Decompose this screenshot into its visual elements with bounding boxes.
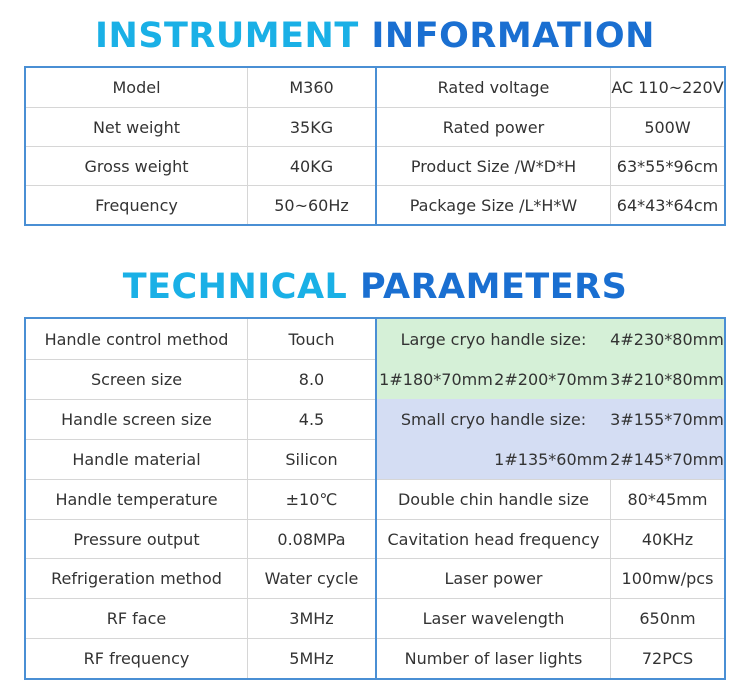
product-size-value: 63*55*96cm	[616, 156, 719, 176]
rated-power-label: Rated power	[442, 117, 545, 137]
handle-temperature-value: ±10℃	[285, 490, 338, 509]
model-label: Model	[112, 78, 161, 97]
large-cryo-size-1: 1#180*70mm	[379, 369, 493, 389]
number-of-laser-lights-value: 72PCS	[641, 649, 694, 668]
large-cryo-size-2: 2#200*70mm	[494, 369, 608, 389]
net-weight-label: Net weight	[92, 117, 181, 137]
pressure-output-label: Pressure output	[73, 529, 200, 549]
rated-power-value: 500W	[644, 117, 691, 137]
frequency-value: 50~60Hz	[274, 195, 349, 215]
product-size-label: Product Size /W*D*H	[410, 156, 577, 176]
small-cryo-size-2: 2#145*70mm	[610, 449, 724, 469]
screen-size-label: Screen size	[90, 370, 183, 389]
handle-screen-size-value: 4.5	[298, 410, 325, 429]
laser-power-value: 100mw/pcs	[621, 569, 714, 588]
small-cryo-label: Small cryo handle size:	[400, 409, 587, 429]
refrigeration-method-label: Refrigeration method	[51, 569, 222, 588]
title-word-technical: TECHNICAL	[122, 267, 348, 307]
rf-face-label: RF face	[106, 609, 167, 628]
gross-weight-value: 40KG	[289, 156, 334, 176]
laser-wavelength-label: Laser wavelength	[422, 609, 565, 628]
large-cryo-size-4: 4#230*80mm	[610, 329, 724, 349]
double-chin-handle-size-value: 80*45mm	[627, 490, 708, 509]
technical-parameters-table	[24, 317, 726, 680]
laser-power-label: Laser power	[444, 569, 543, 588]
cavitation-head-frequency-label: Cavitation head frequency	[387, 529, 600, 549]
rf-frequency-label: RF frequency	[83, 649, 190, 668]
handle-material-value: Silicon	[285, 450, 338, 469]
refrigeration-method-value: Water cycle	[264, 569, 359, 588]
rf-face-value: 3MHz	[289, 609, 334, 628]
handle-screen-size-label: Handle screen size	[61, 410, 212, 429]
title-word-information: INFORMATION	[371, 16, 655, 56]
double-chin-handle-size-label: Double chin handle size	[397, 490, 590, 509]
large-cryo-label: Large cryo handle size:	[400, 329, 587, 349]
large-cryo-size-3: 3#210*80mm	[610, 369, 724, 389]
small-cryo-size-3: 3#155*70mm	[610, 409, 724, 429]
handle-material-label: Handle material	[72, 450, 201, 469]
rated-voltage-label: Rated voltage	[437, 78, 550, 97]
handle-control-method-label: Handle control method	[44, 329, 229, 349]
gross-weight-label: Gross weight	[84, 156, 189, 176]
technical-parameters-title	[0, 267, 750, 307]
rated-voltage-value: AC 110~220V	[611, 78, 724, 97]
pressure-output-value: 0.08MPa	[277, 529, 346, 549]
small-cryo-size-1: 1#135*60mm	[494, 449, 608, 469]
handle-temperature-label: Handle temperature	[55, 490, 218, 509]
net-weight-value: 35KG	[289, 117, 334, 137]
title-word-parameters: PARAMETERS	[360, 267, 628, 307]
cavitation-head-frequency-value: 40KHz	[641, 529, 694, 549]
laser-wavelength-value: 650nm	[639, 609, 696, 628]
screen-size-value: 8.0	[298, 370, 325, 389]
instrument-information-table	[24, 66, 726, 226]
title-word-instrument: INSTRUMENT	[95, 16, 359, 56]
package-size-label: Package Size /L*H*W	[409, 195, 578, 215]
model-value: M360	[289, 78, 334, 97]
package-size-value: 64*43*64cm	[616, 195, 719, 215]
number-of-laser-lights-label: Number of laser lights	[404, 649, 583, 668]
instrument-information-title	[0, 16, 750, 56]
rf-frequency-value: 5MHz	[289, 649, 334, 668]
frequency-label: Frequency	[95, 195, 178, 215]
handle-control-method-value: Touch	[288, 329, 335, 349]
